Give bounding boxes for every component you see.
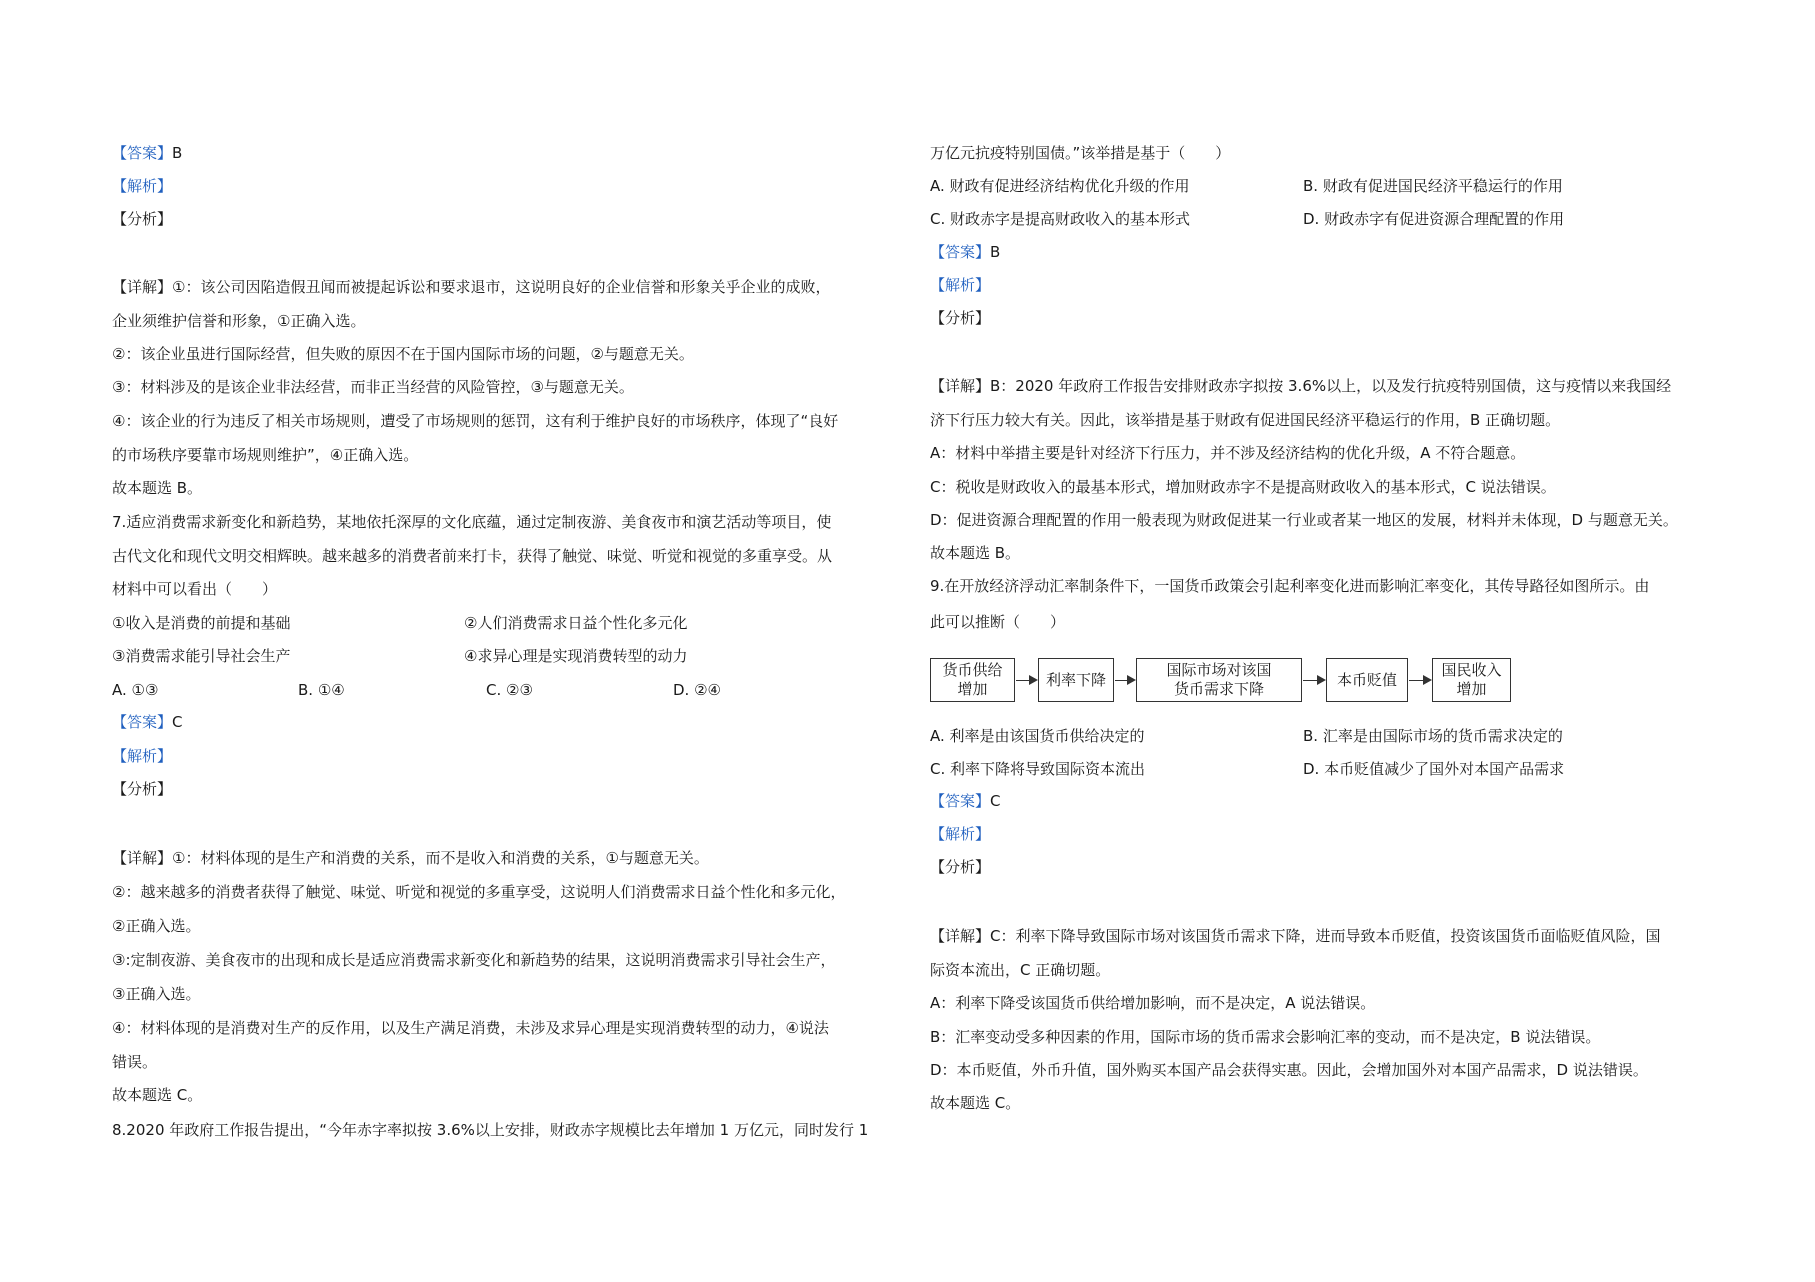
flow-arrow-icon xyxy=(1409,680,1430,681)
answer-value: C xyxy=(172,713,183,731)
q7-statement-1: ①收入是消费的前提和基础 xyxy=(112,614,291,632)
answer-label: 【答案】 xyxy=(112,144,173,162)
q8-option-b: B. 财政有促进国民经济平稳运行的作用 xyxy=(1303,177,1563,195)
flow-box-interest-rate xyxy=(1038,658,1114,702)
flow-box-national-income xyxy=(1432,658,1511,702)
q8-option-a: A. 财政有促进经济结构优化升级的作用 xyxy=(930,177,1190,195)
q7-option-d: D. ②④ xyxy=(673,681,721,699)
q9-detail-line: 【详解】C：利率下降导致国际市场对该国货币需求下降，进而导致本币贬值，投资该国货币面临贬值风险，国 xyxy=(930,927,1661,945)
flow-box-text: 货币供给 xyxy=(942,661,1003,679)
q6-analysis-label: 【解析】 xyxy=(112,177,173,195)
q8-option-d: D. 财政赤字有促进资源合理配置的作用 xyxy=(1303,210,1565,228)
q7-fenxi-label: 【分析】 xyxy=(112,780,173,798)
q7-stem-line: 古代文化和现代文明交相辉映。越来越多的消费者前来打卡，获得了触觉、味觉、听觉和视觉的多重享受。从 xyxy=(112,547,833,565)
q7-detail-line: ②正确入选。 xyxy=(112,917,201,935)
q7-detail-line: ④：材料体现的是消费对生产的反作用，以及生产满足消费，未涉及求异心理是实现消费转型的动力，④说法 xyxy=(112,1019,829,1037)
q8-stem-start: 8.2020 年政府工作报告提出，“今年赤字率拟按 3.6%以上安排，财政赤字规模比去年增加 1 万亿元，同时发行 1 xyxy=(112,1121,869,1139)
q8-option-c: C. 财政赤字是提高财政收入的基本形式 xyxy=(930,210,1191,228)
q6-detail-line: 企业须维护信誉和形象，①正确入选。 xyxy=(112,312,366,330)
answer-label: 【答案】 xyxy=(930,792,991,810)
q9-detail-line: A：利率下降受该国货币供给增加影响，而不是决定，A 说法错误。 xyxy=(930,994,1376,1012)
flow-box-text: 货币需求下降 xyxy=(1173,680,1264,698)
q6-fenxi-label: 【分析】 xyxy=(112,210,173,228)
q9-option-d: D. 本币贬值减少了国外对本国产品需求 xyxy=(1303,760,1565,778)
q6-answer xyxy=(112,143,182,163)
q7-detail-line: 【详解】①：材料体现的是生产和消费的关系，而不是收入和消费的关系，①与题意无关。 xyxy=(112,849,709,867)
flow-arrow-icon xyxy=(1303,680,1324,681)
q7-detail-line: ②：越来越多的消费者获得了触觉、味觉、听觉和视觉的多重享受，这说明人们消费需求日益个性化和多元化， xyxy=(112,883,846,901)
q8-detail-line: D：促进资源合理配置的作用一般表现为财政促进某一行业或者某一地区的发展，材料并未体现，D 与题意无关。 xyxy=(930,511,1678,529)
q8-answer xyxy=(930,242,1000,262)
q7-answer xyxy=(112,712,183,732)
q9-stem-line: 此可以推断（ ） xyxy=(930,613,1066,631)
q6-detail-line: ②：该企业虽进行国际经营，但失败的原因不在于国内国际市场的问题，②与题意无关。 xyxy=(112,345,694,363)
q9-conclusion: 故本题选 C。 xyxy=(930,1094,1021,1112)
q9-option-b: B. 汇率是由国际市场的货币需求决定的 xyxy=(1303,727,1563,745)
flow-box-text: 国际市场对该国 xyxy=(1166,661,1272,679)
q8-detail-line: C：税收是财政收入的最基本形式，增加财政赤字不是提高财政收入的基本形式，C 说法错误。 xyxy=(930,478,1556,496)
q7-stem-line: 材料中可以看出（ ） xyxy=(112,580,278,598)
q7-statement-2: ②人们消费需求日益个性化多元化 xyxy=(464,614,688,632)
q6-detail-line: 的市场秩序要靠市场规则维护”，④正确入选。 xyxy=(112,446,419,464)
flow-arrow-icon xyxy=(1115,680,1134,681)
q9-detail-line: D：本币贬值，外币升值，国外购买本国产品会获得实惠。因此，会增加国外对本国产品需求，D 说法错误。 xyxy=(930,1061,1648,1079)
q9-detail-line: 际资本流出，C 正确切题。 xyxy=(930,961,1111,979)
flow-arrow-icon xyxy=(1016,680,1036,681)
q7-conclusion: 故本题选 C。 xyxy=(112,1086,203,1104)
q9-detail-line: B：汇率变动受多种因素的作用，国际市场的货币需求会影响汇率的变动，而不是决定，B 说法错误。 xyxy=(930,1028,1601,1046)
q7-option-a: A. ①③ xyxy=(112,681,159,699)
flow-box-money-supply xyxy=(930,658,1015,702)
q6-conclusion: 故本题选 B。 xyxy=(112,479,203,497)
q8-analysis-label: 【解析】 xyxy=(930,276,991,294)
q9-stem-line: 9.在开放经济浮动汇率制条件下，一国货币政策会引起利率变化进而影响汇率变化，其传导路径如图所示。由 xyxy=(930,577,1650,595)
q7-stem-line: 7.适应消费需求新变化和新趋势，某地依托深厚的文化底蕴，通过定制夜游、美食夜市和演艺活动等项目，使 xyxy=(112,513,832,531)
q7-detail-line: ③:定制夜游、美食夜市的出现和成长是适应消费需求新变化和新趋势的结果，这说明消费需求引导社会生产， xyxy=(112,951,836,969)
q9-answer xyxy=(930,791,1001,811)
q7-detail-line: ③正确入选。 xyxy=(112,985,201,1003)
flow-box-currency-demand xyxy=(1136,658,1302,702)
flow-box-text: 利率下降 xyxy=(1045,670,1106,689)
flow-box-text: 增加 xyxy=(957,680,988,698)
q8-detail-line: 济下行压力较大有关。因此，该举措是基于财政有促进国民经济平稳运行的作用，B 正确切题。 xyxy=(930,411,1561,429)
q6-detail-line: ③：材料涉及的是该企业非法经营，而非正当经营的风险管控，③与题意无关。 xyxy=(112,378,634,396)
q9-analysis-label: 【解析】 xyxy=(930,825,991,843)
answer-label: 【答案】 xyxy=(930,243,991,261)
q9-option-a: A. 利率是由该国货币供给决定的 xyxy=(930,727,1145,745)
q6-detail-line: 【详解】①：该公司因陷造假丑闻而被提起诉讼和要求退市，这说明良好的企业信誉和形象关乎企业的成败， xyxy=(112,278,831,296)
q8-stem-end: 万亿元抗疫特别国债。”该举措是基于（ ） xyxy=(930,144,1231,162)
q8-conclusion: 故本题选 B。 xyxy=(930,544,1021,562)
q8-detail-line: 【详解】B：2020 年政府工作报告安排财政赤字拟按 3.6%以上，以及发行抗疫特别国债，这与疫情以来我国经 xyxy=(930,377,1672,395)
flow-box-text: 增加 xyxy=(1456,680,1487,698)
q7-analysis-label: 【解析】 xyxy=(112,747,173,765)
q6-detail-line: ④：该企业的行为违反了相关市场规则，遭受了市场规则的惩罚，这有利于维护良好的市场秩序，体现了“良好 xyxy=(112,412,839,430)
answer-label: 【答案】 xyxy=(112,713,173,731)
q8-detail-line: A：材料中举措主要是针对经济下行压力，并不涉及经济结构的优化升级，A 不符合题意。 xyxy=(930,444,1526,462)
flow-box-depreciation xyxy=(1326,658,1408,702)
q9-fenxi-label: 【分析】 xyxy=(930,858,991,876)
q7-option-b: B. ①④ xyxy=(298,681,345,699)
flow-box-text: 国民收入 xyxy=(1441,661,1502,679)
answer-value: C xyxy=(990,792,1001,810)
q7-statement-3: ③消费需求能引导社会生产 xyxy=(112,647,291,665)
q7-detail-line: 错误。 xyxy=(112,1053,158,1071)
answer-value: B xyxy=(172,144,183,162)
q9-option-c: C. 利率下降将导致国际资本流出 xyxy=(930,760,1146,778)
q7-option-c: C. ②③ xyxy=(486,681,533,699)
q8-fenxi-label: 【分析】 xyxy=(930,309,991,327)
q7-statement-4: ④求异心理是实现消费转型的动力 xyxy=(464,647,688,665)
answer-value: B xyxy=(990,243,1001,261)
flow-box-text: 本币贬值 xyxy=(1336,670,1397,689)
